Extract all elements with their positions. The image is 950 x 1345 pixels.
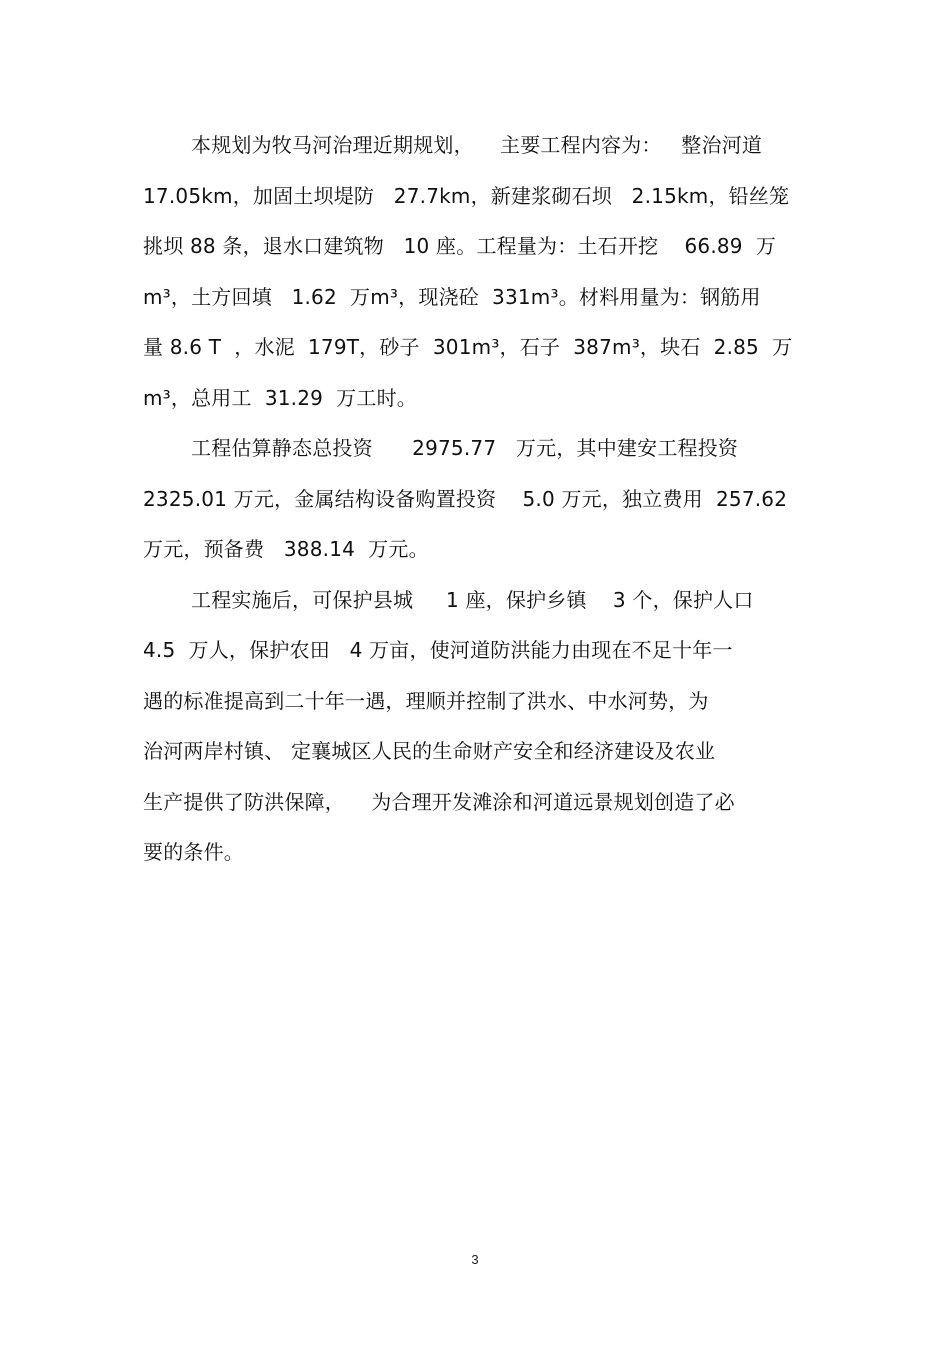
text-line: 万元，预备费 388.14 万元。 (143, 537, 429, 561)
text-line: 4.5 万人，保护农田 4 万亩，使河道防洪能力由现在不足十年一 (143, 638, 733, 662)
paragraph-benefits (143, 575, 808, 878)
text-line: 工程估算静态总投资 2975.77 万元，其中建安工程投资 (191, 436, 739, 460)
text-line: 遇的标准提高到二十年一遇，理顺并控制了洪水、中水河势，为 (143, 688, 709, 713)
text-line: 要的条件。 (143, 840, 244, 864)
text-line: 本规划为牧马河治理近期规划， 主要工程内容为： 整治河道 (191, 133, 763, 157)
text-line: 2325.01 万元，金属结构设备购置投资 5.0 万元，独立费用 257.62 (143, 486, 788, 511)
text-line: 量 8.6 T ，水泥 179T，砂子 301m³，石子 387m³，块石 2.85 万 (143, 335, 793, 359)
paragraph-investment (143, 423, 808, 575)
page-number: 3 (471, 1252, 479, 1267)
body-text (143, 120, 808, 878)
text-line: m³，土方回填 1.62 万m³，现浇砼 331m³。材料用量为：钢筋用 (143, 284, 761, 309)
text-line: m³，总用工 31.29 万工时。 (143, 385, 417, 410)
text-line: 挑坝 88 条，退水口建筑物 10 座。工程量为：土石开挖 66.89 万 (143, 234, 777, 258)
text-line: 生产提供了防洪保障， 为合理开发滩涂和河道远景规划创造了必 (143, 789, 735, 814)
text-line: 工程实施后，可保护县城 1 座，保护乡镇 3 个，保护人口 (191, 587, 754, 612)
text-line: 治河两岸村镇、 定襄城区人民的生命财产安全和经济建设及农业 (143, 739, 716, 763)
paragraph-project-scope (143, 120, 808, 423)
text-line: 17.05km，加固土坝堤防 27.7km，新建浆砌石坝 2.15km，铅丝笼 (143, 183, 790, 208)
